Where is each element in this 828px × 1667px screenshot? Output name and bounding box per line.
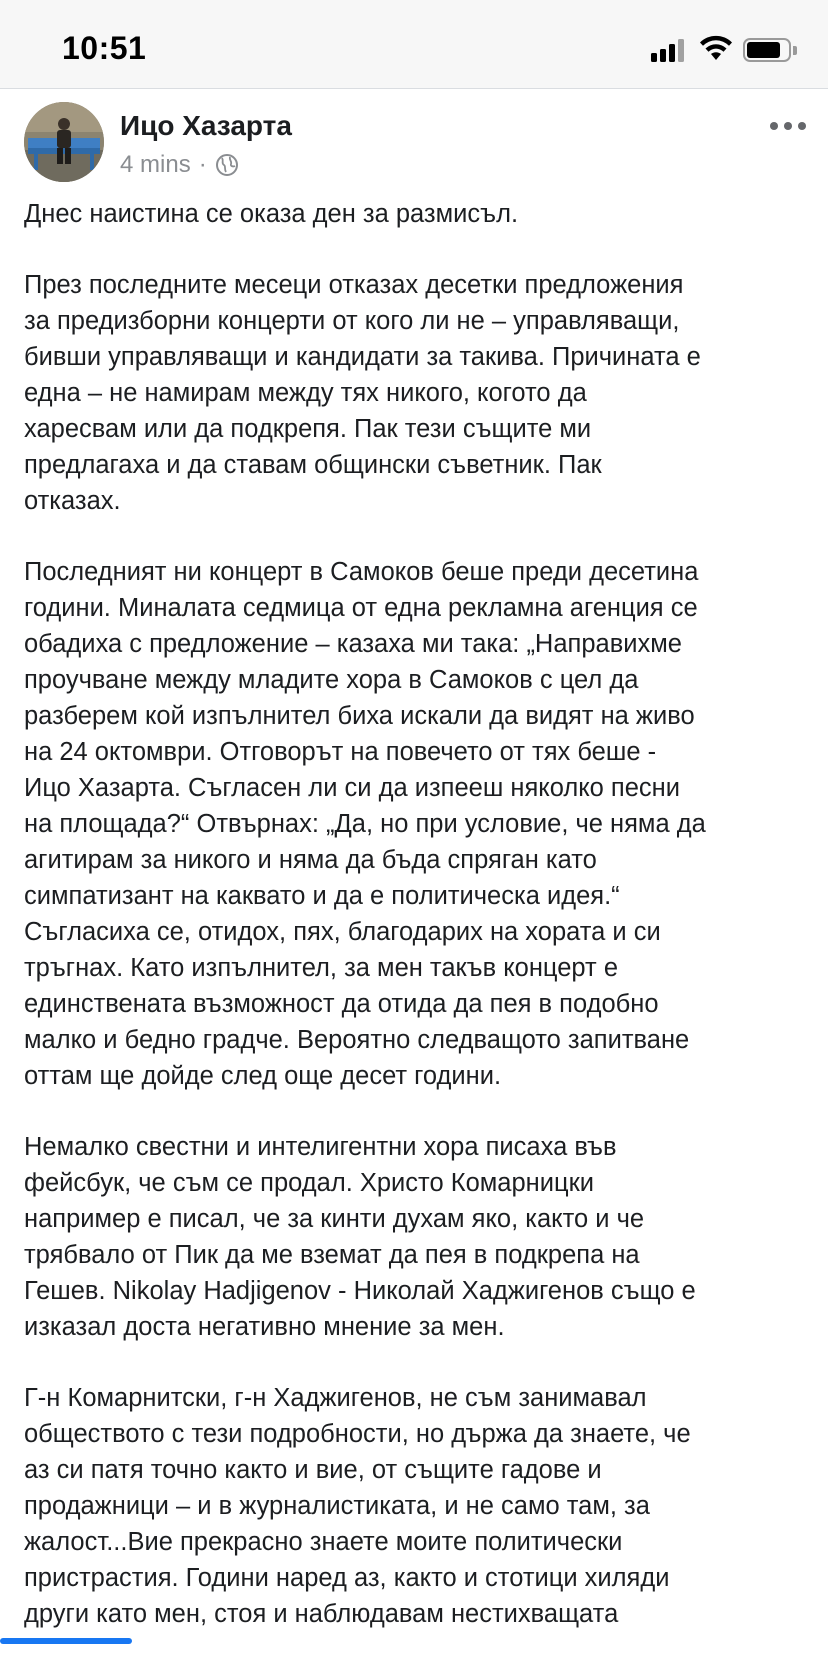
avatar-photo — [24, 102, 104, 182]
home-indicator — [0, 1638, 132, 1644]
globe-icon[interactable] — [215, 153, 239, 177]
post-paragraph: Г-н Комарнитски, г-н Хаджигенов, не съм занимавал обществото с тези подробности, но държа да знаете, че аз си патя точно както и вие, от същите гадове и продажници – и в журналистиката, и не само там, за жалост...Вие прекрасно знаете моите политически пристрастия. Години наред аз, както и стотици хиляди други като мен, стоя и наблюдавам нестихващата — [24, 1384, 691, 1628]
post-paragraph: Последният ни концерт в Самоков беше преди десетина години. Миналата седмица от една рекламна агенция се обадиха с предложение – казаха ми така: „Направихме проучване между младите хора в Самоков с цел да разберем кой изпълнител биха искали да видят на живо на 24 октомври. Отговорът на повечето от тях беше - Ицо Хазарта. Съгласен ли си да изпееш няколко песни на площада?“ Отвърнах: „Да, но при условие, че няма да агитирам за никого и няма да бъда спряган като симпатизант на каквато и да е политическа идея.“ Съгласиха се, отидох, пях, благодарих на хората и си тръгнах. Като изпълнител, за мен такъв концерт е единствената възможност да отида да пея в подобно малко и бедно градче. Вероятно следващото запитване оттам ще дойде след още десет години. — [24, 558, 706, 1090]
post-paragraph: Немалко свестни и интелигентни хора писаха във фейсбук, че съм се продал. Христо Комарницки например е писал, че за кинти духам яко, както и че трябвало от Пик да ме вземат да пея в подкрепа на Гешев. Nikolay Hadjigenov - Николай Хаджигенов също е изказал доста негативно мнение за мен. — [24, 1133, 696, 1341]
post-paragraph: Днес наистина се оказа ден за размисъл. — [24, 200, 519, 228]
post-time[interactable]: 4 mins — [120, 151, 191, 178]
post-paragraph: През последните месеци отказах десетки предложения за предизборни концерти от кого ли не – управляващи, бивши управляващи и кандидати за такива. Причината е една – не намирам между тях никого, когото да харесвам или да подкрепя. Пак тези същите ми предлагаха и да ставам общински съветник. Пак отказах. — [24, 271, 701, 515]
author-name[interactable]: Ицо Хазарта — [120, 110, 292, 141]
post-text — [24, 196, 808, 1667]
post-meta — [120, 151, 239, 179]
battery-icon — [743, 38, 791, 62]
battery-level-fill — [747, 42, 780, 58]
battery-cap — [793, 46, 797, 55]
more-options-icon[interactable] — [770, 118, 806, 134]
post-header — [0, 88, 828, 198]
cellular-signal-icon — [651, 38, 685, 62]
meta-separator: · — [198, 151, 207, 178]
status-bar — [0, 0, 828, 89]
author-avatar[interactable] — [24, 102, 104, 182]
wifi-icon — [699, 34, 733, 62]
status-time: 10:51 — [62, 30, 147, 66]
